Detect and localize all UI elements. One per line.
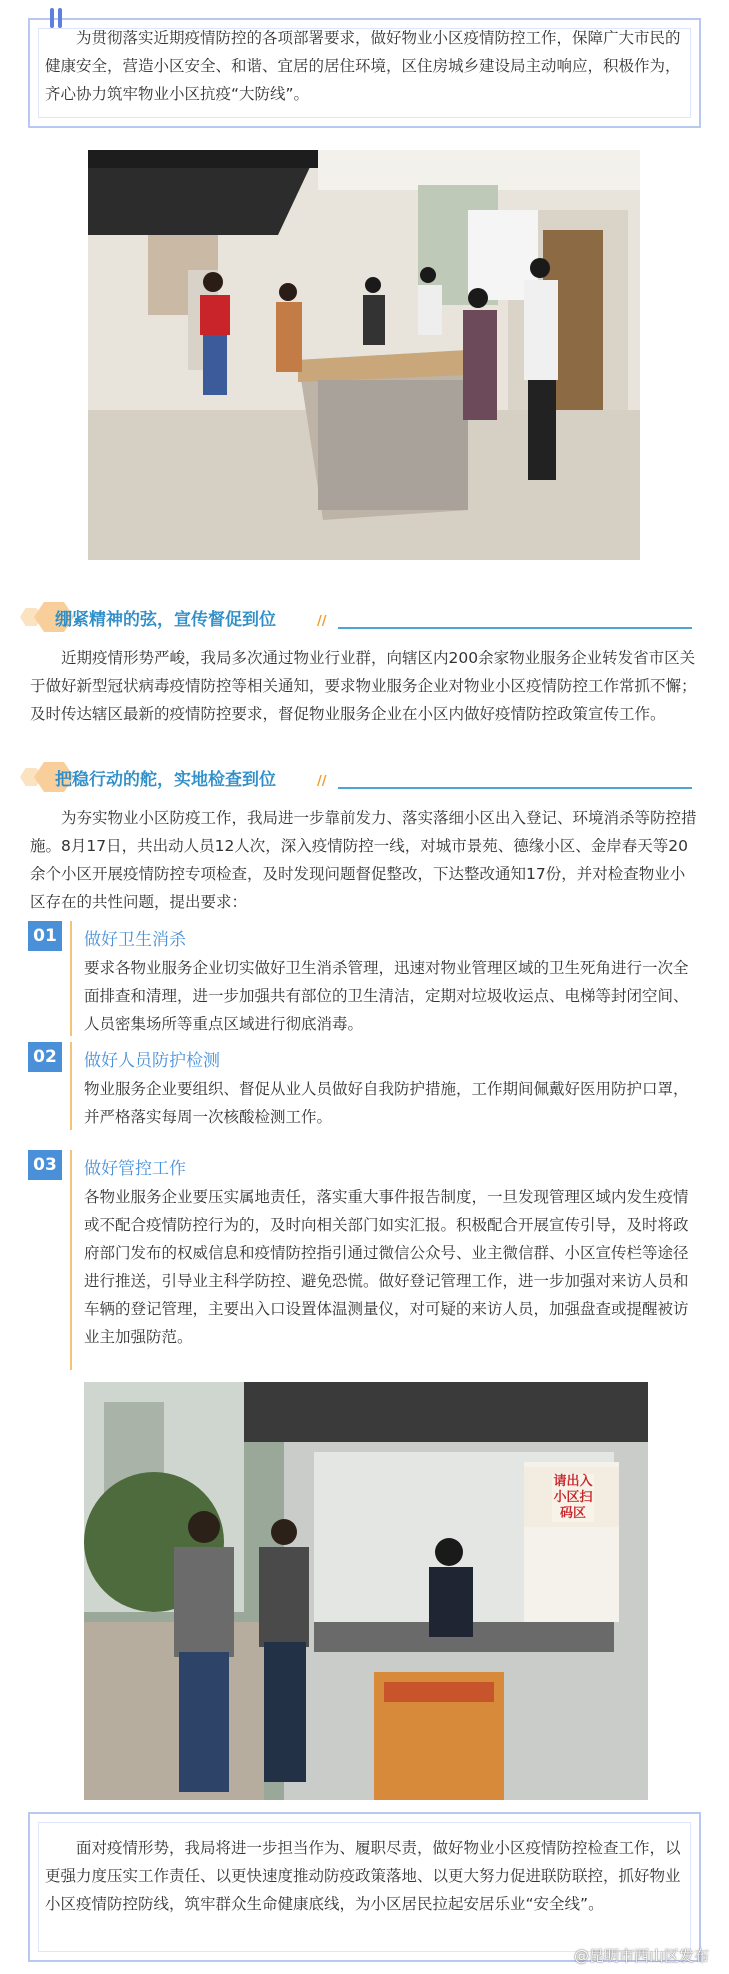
section-heading-1 <box>20 600 700 636</box>
section-title: 绷紧精神的弦，宣传督促到位 <box>55 610 276 630</box>
item-title: 做好人员防护检测 <box>84 1051 220 1071</box>
item-body: 物业服务企业要组织、督促从业人员做好自我防护措施，工作期间佩戴好医用防护口罩，并严格落实每周一次核酸检测工作。 <box>84 1080 689 1126</box>
photo-office-inspection <box>88 150 640 560</box>
outro-paragraph: 面对疫情形势，我局将进一步担当作为、履职尽责，做好物业小区疫情防控检查工作，以更强力度压实工作责任、以更快速度推动防疫政策落地、以更大努力促进联防联控，抓好物业小区疫情防控防线，筑牢群众生命健康底线，为小区居民拉起安居乐业“安全线”。 <box>45 1839 681 1913</box>
section-title: 把稳行动的舵，实地检查到位 <box>55 770 276 790</box>
item-number-badge: 02 <box>28 1042 62 1072</box>
item-title: 做好管控工作 <box>84 1159 186 1179</box>
watermark: @昆明市西山区发布 <box>573 1947 709 1965</box>
section-heading-2 <box>20 760 700 796</box>
slash-decor: // <box>317 614 327 629</box>
intro-paragraph: 为贯彻落实近期疫情防控的各项部署要求，做好物业小区疫情防控工作，保障广大市民的健康安全，营造小区安全、和谐、宜居的居住环境，区住房城乡建设局主动响应，积极作为，齐心协力筑牢物业小区抗疫“大防线”。 <box>45 29 681 103</box>
item-divider <box>70 921 72 1036</box>
item-number-badge: 03 <box>28 1150 62 1180</box>
item-divider <box>70 1042 72 1130</box>
section-2-body: 为夯实物业小区防疫工作，我局进一步靠前发力、落实落细小区出入登记、环境消杀等防控措施。8月17日，共出动人员12人次，深入疫情防控一线，对城市景苑、德缘小区、金岸春天等20余个小区开展疫情防控专项检查，及时发现问题督促整改，下达整改通知17份，并对检查物业小区存在的共性问题，提出要求： <box>30 809 697 911</box>
heading-underline <box>338 627 692 629</box>
slash-decor: // <box>317 774 327 789</box>
photo-guard-booth <box>84 1382 648 1800</box>
sign-scan-code: 请出入小区扫码区 <box>553 1474 593 1521</box>
item-divider <box>70 1150 72 1370</box>
heading-underline <box>338 787 692 789</box>
item-number-badge: 01 <box>28 921 62 951</box>
item-body: 各物业服务企业要压实属地责任，落实重大事件报告制度，一旦发现管理区域内发生疫情或不配合疫情防控行为的，及时向相关部门如实汇报。积极配合开展宣传引导，及时将政府部门发布的权威信息和疫情防控指引通过微信公众号、业主微信群、小区宣传栏等途径进行推送，引导业主科学防控、避免恐慌。做好登记管理工作，进一步加强对来访人员和车辆的登记管理，主要出入口设置体温测量仪，对可疑的来访人员，加强盘查或提醒被访业主加强防范。 <box>84 1188 689 1346</box>
section-1-body: 近期疫情形势严峻，我局多次通过物业行业群，向辖区内200余家物业服务企业转发省市区关于做好新型冠状病毒疫情防控等相关通知，要求物业服务企业对物业小区疫情防控工作常抓不懈；及时传达辖区最新的疫情防控要求，督促物业服务企业在小区内做好疫情防控政策宣传工作。 <box>30 649 697 723</box>
item-title: 做好卫生消杀 <box>84 930 186 950</box>
item-body: 要求各物业服务企业切实做好卫生消杀管理，迅速对物业管理区域的卫生死角进行一次全面排查和清理，进一步加强共有部位的卫生清洁，定期对垃圾收运点、电梯等封闭空间、人员密集场所等重点区域进行彻底消毒。 <box>84 959 689 1033</box>
